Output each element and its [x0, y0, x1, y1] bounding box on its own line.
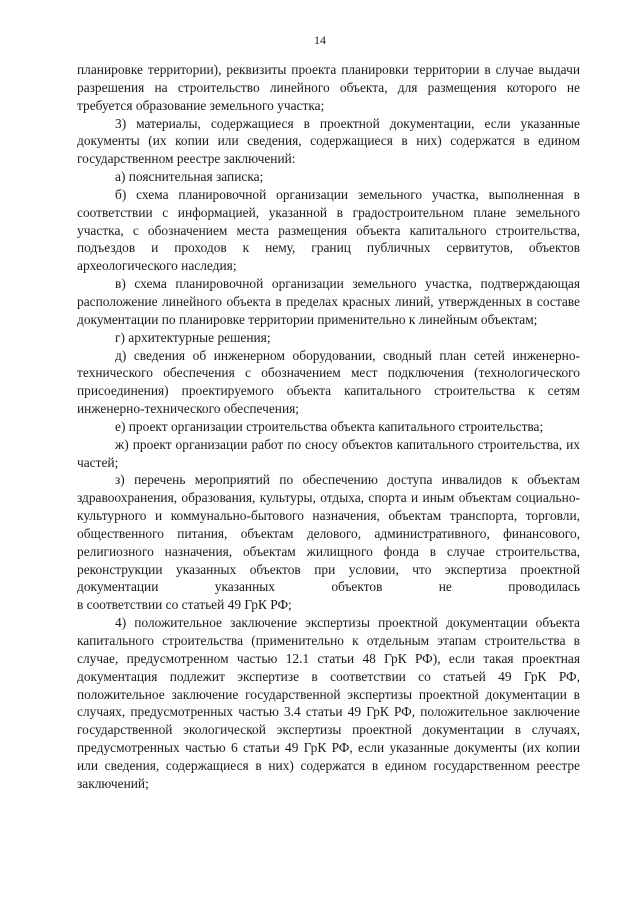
paragraph-item-z-end: в соответствии со статьей 49 ГрК РФ;	[77, 597, 292, 613]
paragraph-item-e: е) проект организации строительства объекта капитального строительства;	[115, 418, 544, 434]
paragraph-item-g: г) архитектурные решения;	[115, 329, 271, 345]
page-number: 14	[314, 33, 326, 47]
paragraph-item-b: б) схема планировочной организации земельного участка, выполненная в соответствии с информацией, указанной в градостроительном плане земельного участка, с обозначением места размещения объекта капитального строительства, подъездов и проходов к нему, границ публичных сервитутов, объектов археологического наследия;	[77, 186, 580, 274]
paragraph-item-zh: ж) проект организации работ по сносу объектов капитального строительства, их частей;	[77, 436, 580, 470]
paragraph-item-d: д) сведения об инженерном оборудовании, сводный план сетей инженерно-технического обеспечения с обозначением мест подключения (технологического присоединения) проектируемого объекта капитального строительства к сетям инженерно-технического обеспечения;	[77, 347, 580, 417]
paragraph-item-4: 4) положительное заключение экспертизы проектной документации объекта капитального строительства (применительно к отдельным этапам строительства в случае, предусмотренном частью 12.1 статьи 48 ГрК РФ), если такая проектная документация подлежит экспертизе в соответствии со статьей 49 ГрК РФ, положительное заключение государственной экспертизы проектной документации в случаях, предусмотренных частью 3.4 статьи 49 ГрК РФ, положительное заключение государственной экологической экспертизы проектной документации в случаях, предусмотренных частью 6 статьи 49 ГрК РФ, если указанные документы (их копии или сведения, содержащиеся в них) содержатся в едином государственном реестре заключений;	[77, 615, 580, 791]
paragraph-item-z: з) перечень мероприятий по обеспечению доступа инвалидов к объектам здравоохранения, образования, культуры, отдыха, спорта и иным объектам социально-культурного и коммунально-бытового назначения, объектам транспорта, торговли, общественного питания, объектам делового, административного, финансового, религиозного назначения, объектам жилищного фонда в случае строительства, реконструкции указанных объектов при условии, что экспертиза проектной документации указанных объектов не проводилась	[77, 472, 580, 595]
paragraph-item-3: 3) материалы, содержащиеся в проектной документации, если указанные документы (их копии или сведения, содержащиеся в них) содержатся в едином государственном реестре заключений:	[77, 115, 580, 167]
document-body	[77, 61, 580, 793]
paragraph-item-a: а) пояснительная записка;	[115, 169, 264, 185]
paragraph-continuation: планировке территории), реквизиты проекта планировки территории в случае выдачи разрешения на строительство линейного объекта, для размещения которого не требуется образование земельного участка;	[77, 62, 580, 113]
paragraph-item-v: в) схема планировочной организации земельного участка, подтверждающая расположение линейного объекта в пределах красных линий, утвержденных в составе документации по планировке территории применительно к линейным объектам;	[77, 276, 580, 327]
